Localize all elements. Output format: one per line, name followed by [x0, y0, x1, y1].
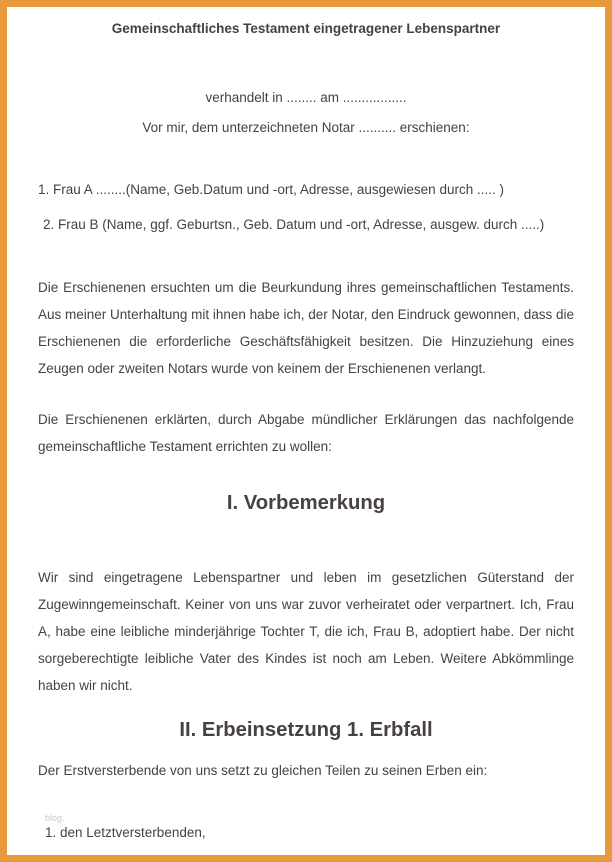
party-b-line: 2. Frau B (Name, ggf. Geburtsn., Geb. Datum und -ort, Adresse, ausgew. durch .....) — [43, 217, 545, 232]
party-a-line: 1. Frau A ........(Name, Geb.Datum und -ort, Adresse, ausgewiesen durch ..... ) — [38, 182, 504, 197]
notarization-paragraph: Die Erschienenen ersuchten um die Beurkundung ihres gemeinschaftlichen Testaments. Aus meiner Unterhaltung mit ihnen habe ich, der Notar, den Eindruck gewonnen, dass die Erschienenen die erforderliche Geschäftsfähigkeit besitzen. Die Hinzuziehung eines Zeugen oder zweiten Notars wurde von keinem der Erschienenen verlangt. — [38, 280, 574, 376]
vorbemerkung-paragraph: Wir sind eingetragene Lebenspartner und leben im gesetzlichen Güterstand der Zugewinngemeinschaft. Keiner von uns war zuvor verheiratet oder verpartnert. Ich, Frau A, habe eine leibliche minderjährige Tochter T, die ich, Frau B, adoptiert habe. Der nicht sorgeberechtigte leibliche Vater des Kindes ist noch am Leben. Weitere Abkömmlinge haben wir nicht. — [38, 570, 574, 693]
document-content — [7, 7, 605, 778]
first-deceased-line: Der Erstversterbende von uns setzt zu gleichen Teilen zu seinen Erben ein: — [38, 763, 488, 778]
watermark-text: blog. — [45, 813, 65, 823]
notary-line: Vor mir, dem unterzeichneten Notar .......... erschienen: — [142, 120, 470, 135]
heir-list-item-1: 1. den Letztversterbenden, — [45, 825, 206, 840]
section-heading-erbeinsetzung: II. Erbeinsetzung 1. Erbfall — [179, 719, 433, 741]
negotiated-in-line: verhandelt in ........ am ................. — [205, 90, 407, 105]
section-heading-vorbemerkung: I. Vorbemerkung — [226, 492, 386, 514]
declaration-paragraph: Die Erschienenen erklärten, durch Abgabe mündlicher Erklärungen das nachfolgende gemeinschaftliche Testament errichten zu wollen: — [38, 412, 574, 454]
document-title: Gemeinschaftliches Testament eingetragener Lebenspartner — [111, 21, 501, 36]
